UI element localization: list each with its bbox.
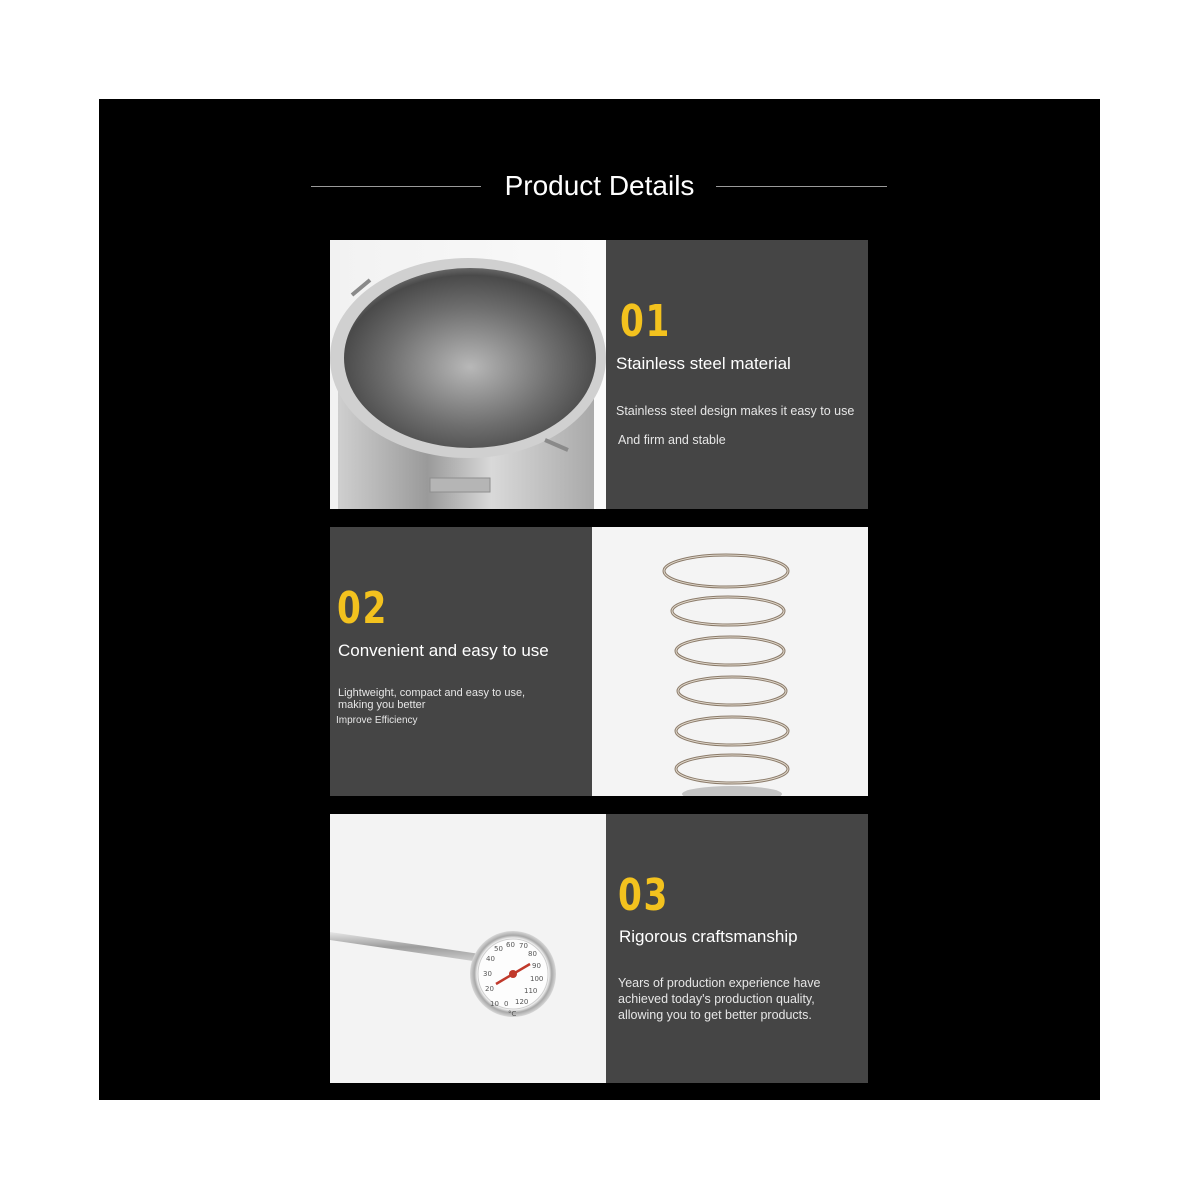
coil-spring-photo xyxy=(592,527,868,796)
dial-mark: 60 xyxy=(506,941,515,949)
dial-mark: 40 xyxy=(486,955,495,963)
feature-text-2 xyxy=(330,527,592,796)
dial-mark: 110 xyxy=(524,987,538,995)
page-title: Product Details xyxy=(504,170,695,201)
feature-desc-line: Years of production experience have xyxy=(618,976,821,990)
feature-heading: Stainless steel material xyxy=(616,354,791,373)
feature-text-3 xyxy=(606,814,868,1083)
dial-mark: 50 xyxy=(494,945,503,953)
dial-mark: 70 xyxy=(519,942,528,950)
dial-mark: 100 xyxy=(530,975,544,983)
feature-desc-line: Stainless steel design makes it easy to use xyxy=(616,404,855,418)
feature-card-3 xyxy=(330,814,868,1083)
feature-desc-line: allowing you to get better products. xyxy=(618,1008,812,1022)
feature-desc-line: achieved today's production quality, xyxy=(618,992,815,1006)
feature-card-2 xyxy=(330,527,868,796)
dial-mark: 0 xyxy=(504,1000,509,1008)
feature-number: 02 xyxy=(337,583,388,634)
feature-number: 03 xyxy=(618,870,669,921)
feature-desc-line: Improve Efficiency xyxy=(336,715,418,726)
feature-number: 01 xyxy=(620,296,671,347)
steel-cup-photo xyxy=(330,240,606,509)
section-header xyxy=(99,99,1100,239)
dial-mark: 90 xyxy=(532,962,541,970)
dial-mark: °C xyxy=(508,1010,517,1018)
feature-desc-line: And firm and stable xyxy=(618,433,726,447)
dial-mark: 120 xyxy=(515,998,529,1006)
feature-text-1 xyxy=(606,240,868,509)
feature-card-1 xyxy=(330,240,868,509)
product-details-board xyxy=(99,99,1100,1100)
feature-heading: Rigorous craftsmanship xyxy=(619,927,798,946)
thermometer-photo xyxy=(330,814,606,1083)
dial-mark: 20 xyxy=(485,985,494,993)
feature-heading: Convenient and easy to use xyxy=(338,641,549,660)
dial-mark: 10 xyxy=(490,1000,499,1008)
header-divider-right xyxy=(716,186,887,187)
feature-desc-line: making you better xyxy=(338,699,426,711)
dial-mark: 80 xyxy=(528,950,537,958)
feature-desc-line: Lightweight, compact and easy to use, xyxy=(338,687,526,699)
dial-mark: 30 xyxy=(483,970,492,978)
